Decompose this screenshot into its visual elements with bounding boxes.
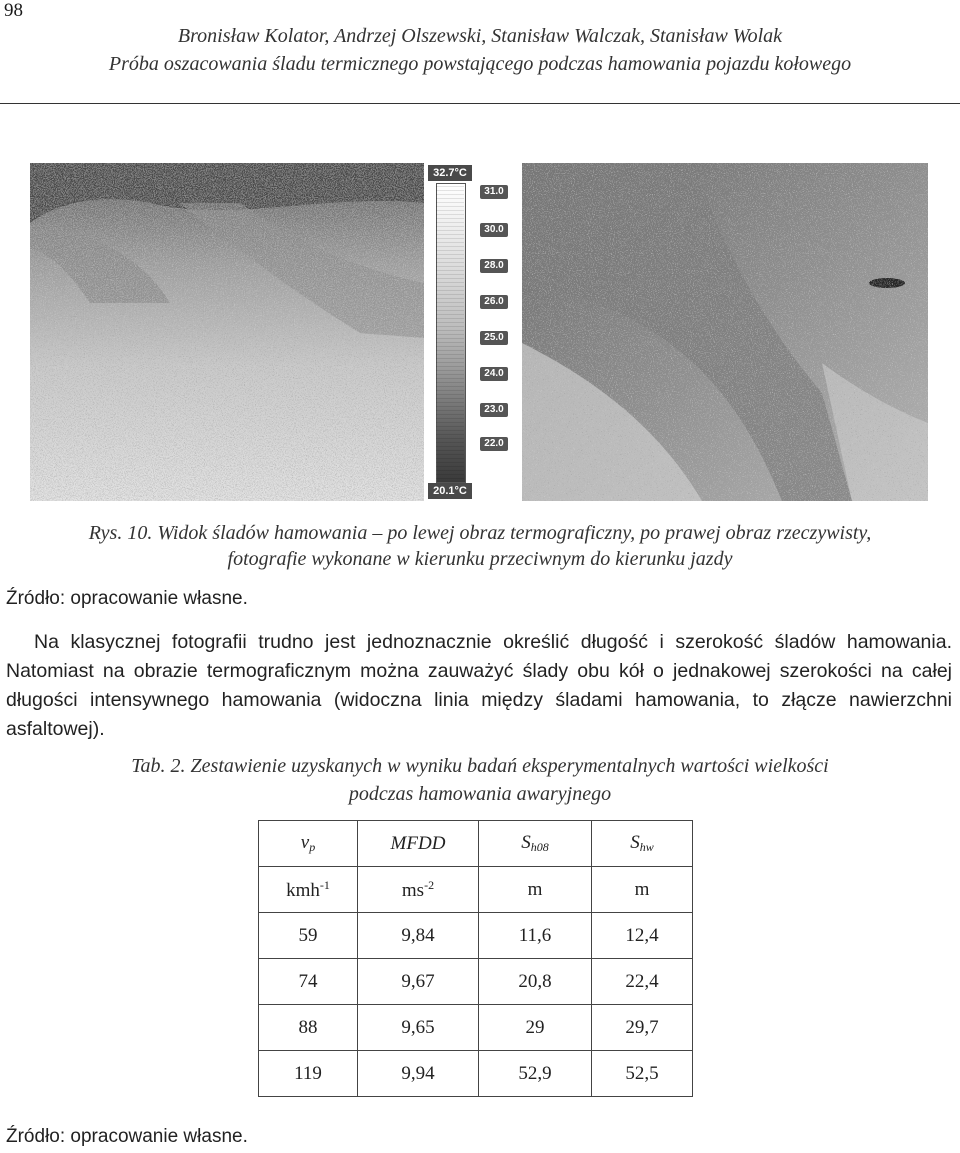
cell: 9,65 [358,1005,479,1051]
cell: 119 [259,1051,358,1097]
body-paragraph: Na klasycznej fotografii trudno jest jednoznacznie określić długość i szerokość śladów hamowania. Natomiast na obrazie termograficznym można zauważyć ślady obu kół o jednakowej szerokości na całej długości intensywnego hamowania (widoczna linia między śladami hamowania, to złącze nawierzchni asfaltowej). [6,631,952,740]
table-source: Źródło: opracowanie własne. [6,1126,248,1147]
page-number: 98 [4,0,23,21]
colorbar-tick: 31.0 [480,185,508,199]
table-row [259,913,693,959]
colorbar-tick: 28.0 [480,259,508,273]
cell: 9,94 [358,1051,479,1097]
temperature-colorbar [428,165,472,501]
header-divider [0,103,960,104]
unit-sh08: m [479,867,592,913]
figure-caption-line2: fotografie wykonane w kierunku przeciwnym do kierunku jazdy [227,548,733,570]
colorbar-tick: 30.0 [480,223,508,237]
table-header-row [259,821,693,867]
colorbar-ticks [480,185,512,465]
unit-mfdd: $ms^{-2}$ [358,867,479,913]
cell: 74 [259,959,358,1005]
unit-shw: m [592,867,693,913]
table-units-row [259,867,693,913]
header-authors: Bronisław Kolator, Andrzej Olszewski, Stanisław Walczak, Stanisław Wolak [177,25,783,47]
header-sh08: $S_{h08}$ [479,821,592,867]
cell: 52,9 [479,1051,592,1097]
table-row [259,1005,693,1051]
unit-vp: kmh$^{-1}$ [259,867,358,913]
figure-caption-line1: Rys. 10. Widok śladów hamowania – po lewej obraz termograficzny, po prawej obraz rzeczywisty, [88,522,872,544]
colorbar-tick: 25.0 [480,331,508,345]
results-table [258,820,693,1097]
header-shw: $S_{hw}$ [592,821,693,867]
cell: 22,4 [592,959,693,1005]
cell: 52,5 [592,1051,693,1097]
colorbar-max-label: 32.7°C [428,165,472,181]
table-row [259,1051,693,1097]
table-caption-line1: Tab. 2. Zestawienie uzyskanych w wyniku badań eksperymentalnych wartości wielkości [131,755,829,777]
cell: 12,4 [592,913,693,959]
cell: 88 [259,1005,358,1051]
colorbar-tick: 22.0 [480,437,508,451]
figure-source: Źródło: opracowanie własne. [6,588,248,609]
colorbar-tick: 26.0 [480,295,508,309]
colorbar-tick: 23.0 [480,403,508,417]
table-caption-line2: podczas hamowania awaryjnego [348,783,612,805]
thermographic-image [30,163,424,501]
cell: 29 [479,1005,592,1051]
header-title: Próba oszacowania śladu termicznego powstającego podczas hamowania pojazdu kołowego [108,53,852,75]
table-row [259,959,693,1005]
cell: 59 [259,913,358,959]
cell: 9,84 [358,913,479,959]
real-photo [522,163,928,501]
cell: 11,6 [479,913,592,959]
header-vp: $v_p$ [259,821,358,867]
cell: 9,67 [358,959,479,1005]
cell: 20,8 [479,959,592,1005]
colorbar-tick: 24.0 [480,367,508,381]
cell: 29,7 [592,1005,693,1051]
header-mfdd: MFDD [358,821,479,867]
colorbar-min-label: 20.1°C [428,483,472,499]
